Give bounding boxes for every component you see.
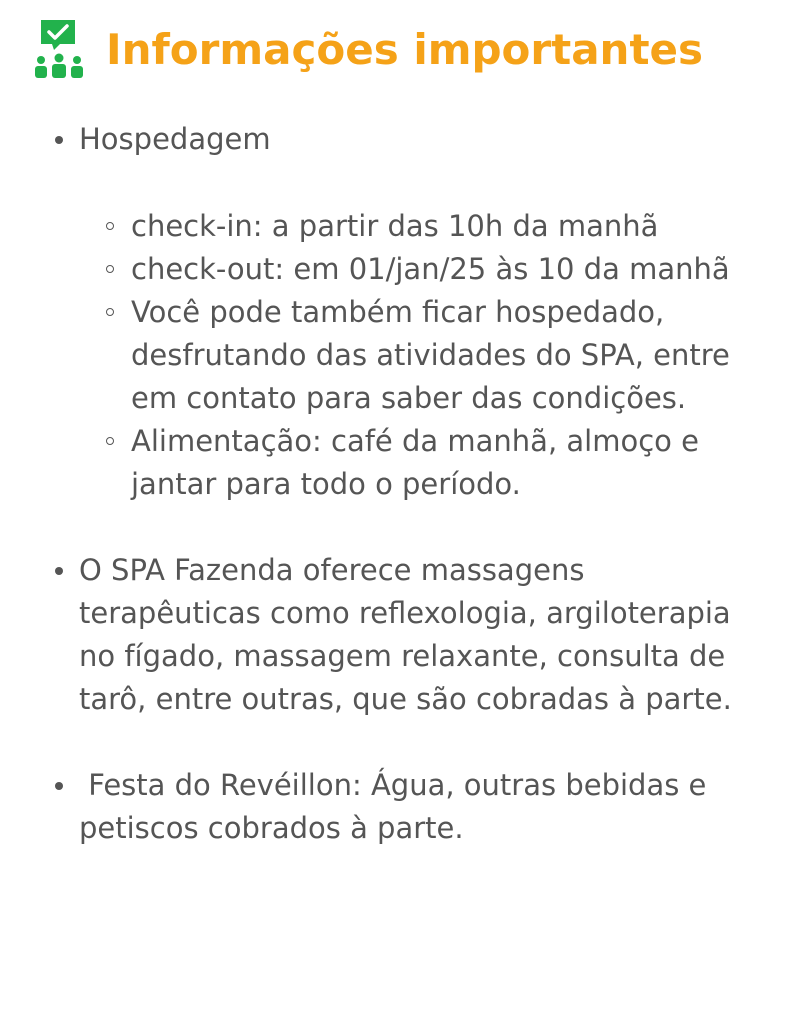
header	[34, 18, 703, 80]
presentation-group-icon	[34, 18, 84, 80]
list-item-text: O SPA Fazenda oferece massagens terapêuticas como reflexologia, argiloterapia no fígado, massagem relaxante, consulta de tarô, entre outras, que são cobradas à parte.	[79, 553, 732, 716]
info-list	[50, 118, 770, 850]
hospedagem-sublist	[79, 205, 770, 506]
list-item-reveillon	[50, 764, 770, 850]
sublist-item-checkout: check-out: em 01/jan/25 às 10 da manhã	[79, 248, 770, 291]
list-item-spa	[50, 549, 770, 764]
list-item-text: Hospedagem	[79, 122, 271, 156]
sublist-item-hospedado: Você pode também ficar hospedado, desfrutando das atividades do SPA, entre em contato para saber das condições.	[79, 291, 770, 420]
sublist-item-checkin: check-in: a partir das 10h da manhã	[79, 205, 770, 248]
sublist-item-alimentacao: Alimentação: café da manhã, almoço e jantar para todo o período.	[79, 420, 770, 506]
list-item-hospedagem	[50, 118, 770, 549]
page-title: Informações importantes	[106, 24, 704, 74]
list-item-text: Festa do Revéillon: Água, outras bebidas e petiscos cobrados à parte.	[79, 768, 716, 845]
